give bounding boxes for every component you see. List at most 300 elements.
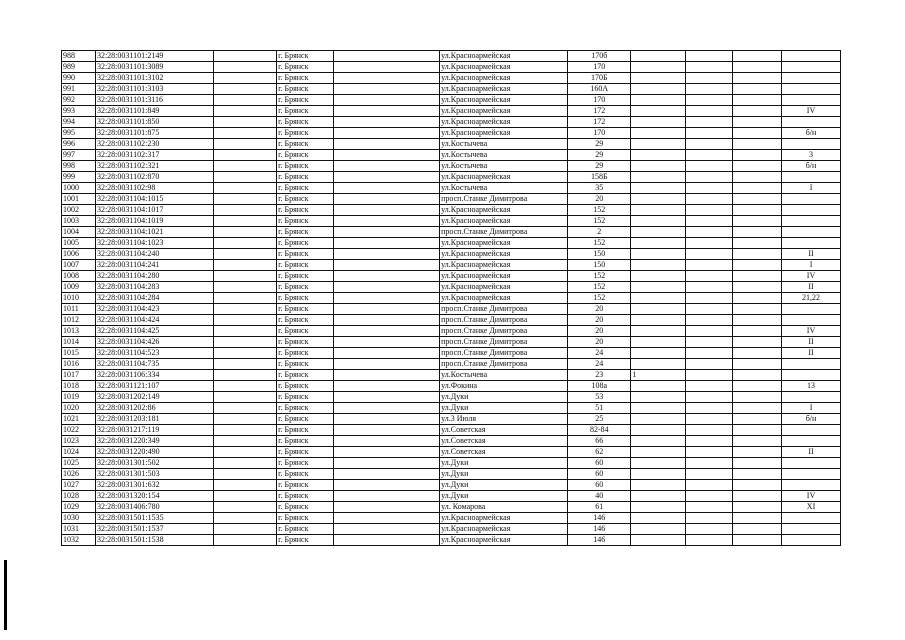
blank-col-3-cell: [213, 249, 276, 260]
street-cell: просп.Станке Димитрова: [440, 326, 568, 337]
blank-col-5-cell: [333, 315, 439, 326]
blank-col-9-cell: [685, 117, 733, 128]
blank-col-5-cell: [333, 161, 439, 172]
blank-col-5-cell: [333, 337, 439, 348]
property-registry-table: [61, 50, 841, 546]
blank-col-10-cell: [733, 447, 782, 458]
city-cell: г. Брянск: [277, 469, 334, 480]
blank-col-10-cell: [733, 425, 782, 436]
table-row: [62, 282, 841, 293]
blank-col-5-cell: [333, 359, 439, 370]
blank-col-9-cell: [685, 73, 733, 84]
premises-number-cell: [782, 524, 841, 535]
house-number-cell: 66: [568, 436, 631, 447]
blank-col-9-cell: [685, 359, 733, 370]
city-cell: г. Брянск: [277, 447, 334, 458]
house-number-cell: 152: [568, 205, 631, 216]
blank-col-10-cell: [733, 249, 782, 260]
blank-col-5-cell: [333, 139, 439, 150]
blank-col-3-cell: [213, 326, 276, 337]
city-cell: г. Брянск: [277, 425, 334, 436]
cadastral-number-cell: 32:28:0031101:3089: [95, 62, 213, 73]
blank-col-10-cell: [733, 161, 782, 172]
building-number-cell: [631, 392, 685, 403]
city-cell: г. Брянск: [277, 271, 334, 282]
building-number-cell: [631, 403, 685, 414]
city-cell: г. Брянск: [277, 194, 334, 205]
blank-col-9-cell: [685, 502, 733, 513]
row-number-cell: 995: [62, 128, 96, 139]
row-number-cell: 988: [62, 51, 96, 62]
building-number-cell: [631, 205, 685, 216]
table-row: [62, 238, 841, 249]
premises-number-cell: [782, 359, 841, 370]
blank-col-5-cell: [333, 524, 439, 535]
blank-col-9-cell: [685, 469, 733, 480]
blank-col-10-cell: [733, 128, 782, 139]
house-number-cell: 160А: [568, 84, 631, 95]
house-number-cell: 170: [568, 128, 631, 139]
house-number-cell: 29: [568, 150, 631, 161]
blank-col-3-cell: [213, 73, 276, 84]
blank-col-3-cell: [213, 348, 276, 359]
premises-number-cell: [782, 117, 841, 128]
street-cell: просп.Станке Димитрова: [440, 315, 568, 326]
city-cell: г. Брянск: [277, 73, 334, 84]
blank-col-5-cell: [333, 183, 439, 194]
blank-col-3-cell: [213, 502, 276, 513]
building-number-cell: [631, 249, 685, 260]
blank-col-9-cell: [685, 447, 733, 458]
blank-col-3-cell: [213, 95, 276, 106]
row-number-cell: 998: [62, 161, 96, 172]
blank-col-9-cell: [685, 106, 733, 117]
city-cell: г. Брянск: [277, 458, 334, 469]
table-row: [62, 502, 841, 513]
table-row: [62, 227, 841, 238]
building-number-cell: [631, 194, 685, 205]
blank-col-3-cell: [213, 161, 276, 172]
blank-col-3-cell: [213, 205, 276, 216]
blank-col-9-cell: [685, 348, 733, 359]
premises-number-cell: [782, 238, 841, 249]
premises-number-cell: II: [782, 282, 841, 293]
row-number-cell: 989: [62, 62, 96, 73]
street-cell: ул.Фокина: [440, 381, 568, 392]
house-number-cell: 172: [568, 117, 631, 128]
building-number-cell: [631, 414, 685, 425]
blank-col-5-cell: [333, 106, 439, 117]
building-number-cell: [631, 491, 685, 502]
city-cell: г. Брянск: [277, 348, 334, 359]
blank-col-9-cell: [685, 524, 733, 535]
scan-margin-mark: [4, 560, 7, 630]
street-cell: ул.3 Июля: [440, 414, 568, 425]
blank-col-10-cell: [733, 293, 782, 304]
table-row: [62, 117, 841, 128]
city-cell: г. Брянск: [277, 304, 334, 315]
blank-col-3-cell: [213, 172, 276, 183]
city-cell: г. Брянск: [277, 84, 334, 95]
table-row: [62, 348, 841, 359]
blank-col-9-cell: [685, 458, 733, 469]
blank-col-3-cell: [213, 491, 276, 502]
city-cell: г. Брянск: [277, 106, 334, 117]
blank-col-5-cell: [333, 447, 439, 458]
blank-col-3-cell: [213, 271, 276, 282]
blank-col-5-cell: [333, 513, 439, 524]
row-number-cell: 996: [62, 139, 96, 150]
building-number-cell: [631, 469, 685, 480]
building-number-cell: [631, 216, 685, 227]
cadastral-number-cell: 32:28:0031301:632: [95, 480, 213, 491]
house-number-cell: 172: [568, 106, 631, 117]
blank-col-3-cell: [213, 227, 276, 238]
blank-col-10-cell: [733, 282, 782, 293]
table-row: [62, 326, 841, 337]
house-number-cell: 170: [568, 62, 631, 73]
blank-col-9-cell: [685, 513, 733, 524]
cadastral-number-cell: 32:28:0031121:107: [95, 381, 213, 392]
street-cell: ул.Красноармейская: [440, 238, 568, 249]
house-number-cell: 20: [568, 194, 631, 205]
blank-col-3-cell: [213, 117, 276, 128]
street-cell: просп.Станке Димитрова: [440, 359, 568, 370]
street-cell: ул.Дуки: [440, 480, 568, 491]
blank-col-9-cell: [685, 205, 733, 216]
street-cell: ул.Дуки: [440, 403, 568, 414]
house-number-cell: 62: [568, 447, 631, 458]
premises-number-cell: б/н: [782, 128, 841, 139]
row-number-cell: 993: [62, 106, 96, 117]
blank-col-5-cell: [333, 458, 439, 469]
premises-number-cell: II: [782, 447, 841, 458]
city-cell: г. Брянск: [277, 535, 334, 546]
premises-number-cell: [782, 95, 841, 106]
blank-col-9-cell: [685, 95, 733, 106]
building-number-cell: [631, 73, 685, 84]
street-cell: ул.Красноармейская: [440, 128, 568, 139]
cadastral-number-cell: 32:28:0031301:502: [95, 458, 213, 469]
building-number-cell: [631, 304, 685, 315]
city-cell: г. Брянск: [277, 392, 334, 403]
row-number-cell: 1018: [62, 381, 96, 392]
premises-number-cell: [782, 194, 841, 205]
blank-col-9-cell: [685, 172, 733, 183]
cadastral-number-cell: 32:28:0031104:425: [95, 326, 213, 337]
row-number-cell: 1012: [62, 315, 96, 326]
blank-col-10-cell: [733, 205, 782, 216]
blank-col-10-cell: [733, 194, 782, 205]
blank-col-5-cell: [333, 282, 439, 293]
premises-number-cell: [782, 425, 841, 436]
table-row: [62, 425, 841, 436]
cadastral-number-cell: 32:28:0031320:154: [95, 491, 213, 502]
premises-number-cell: [782, 535, 841, 546]
house-number-cell: 20: [568, 304, 631, 315]
house-number-cell: 29: [568, 161, 631, 172]
street-cell: ул.Красноармейская: [440, 271, 568, 282]
house-number-cell: 61: [568, 502, 631, 513]
blank-col-5-cell: [333, 535, 439, 546]
cadastral-number-cell: 32:28:0031202:149: [95, 392, 213, 403]
blank-col-10-cell: [733, 227, 782, 238]
street-cell: ул.Красноармейская: [440, 95, 568, 106]
building-number-cell: [631, 425, 685, 436]
street-cell: просп.Станке Димитрова: [440, 348, 568, 359]
cadastral-number-cell: 32:28:0031501:1535: [95, 513, 213, 524]
building-number-cell: [631, 106, 685, 117]
blank-col-5-cell: [333, 326, 439, 337]
blank-col-5-cell: [333, 480, 439, 491]
table-row: [62, 95, 841, 106]
row-number-cell: 1000: [62, 183, 96, 194]
row-number-cell: 999: [62, 172, 96, 183]
house-number-cell: 51: [568, 403, 631, 414]
blank-col-10-cell: [733, 370, 782, 381]
blank-col-9-cell: [685, 271, 733, 282]
blank-col-9-cell: [685, 183, 733, 194]
blank-col-5-cell: [333, 414, 439, 425]
blank-col-3-cell: [213, 447, 276, 458]
blank-col-10-cell: [733, 491, 782, 502]
blank-col-10-cell: [733, 260, 782, 271]
building-number-cell: [631, 271, 685, 282]
premises-number-cell: [782, 62, 841, 73]
building-number-cell: 1: [631, 370, 685, 381]
blank-col-10-cell: [733, 216, 782, 227]
building-number-cell: [631, 260, 685, 271]
house-number-cell: 152: [568, 216, 631, 227]
blank-col-10-cell: [733, 139, 782, 150]
house-number-cell: 152: [568, 238, 631, 249]
table-row: [62, 293, 841, 304]
blank-col-3-cell: [213, 84, 276, 95]
blank-col-3-cell: [213, 337, 276, 348]
blank-col-3-cell: [213, 139, 276, 150]
cadastral-number-cell: 32:28:0031104:424: [95, 315, 213, 326]
cadastral-number-cell: 32:28:0031102:870: [95, 172, 213, 183]
house-number-cell: 20: [568, 337, 631, 348]
cadastral-number-cell: 32:28:0031104:241: [95, 260, 213, 271]
blank-col-10-cell: [733, 238, 782, 249]
table-row: [62, 304, 841, 315]
row-number-cell: 1028: [62, 491, 96, 502]
premises-number-cell: II: [782, 337, 841, 348]
blank-col-3-cell: [213, 51, 276, 62]
cadastral-number-cell: 32:28:0031101:3116: [95, 95, 213, 106]
blank-col-5-cell: [333, 238, 439, 249]
blank-col-3-cell: [213, 414, 276, 425]
blank-col-10-cell: [733, 315, 782, 326]
cadastral-number-cell: 32:28:0031102:317: [95, 150, 213, 161]
building-number-cell: [631, 150, 685, 161]
blank-col-10-cell: [733, 513, 782, 524]
building-number-cell: [631, 172, 685, 183]
blank-col-3-cell: [213, 458, 276, 469]
city-cell: г. Брянск: [277, 436, 334, 447]
blank-col-5-cell: [333, 436, 439, 447]
premises-number-cell: [782, 172, 841, 183]
premises-number-cell: 21,22: [782, 293, 841, 304]
cadastral-number-cell: 32:28:0031104:523: [95, 348, 213, 359]
house-number-cell: 150: [568, 249, 631, 260]
street-cell: ул. Комарова: [440, 502, 568, 513]
street-cell: ул.Красноармейская: [440, 73, 568, 84]
cadastral-number-cell: 32:28:0031104:1019: [95, 216, 213, 227]
cadastral-number-cell: 32:28:0031406:780: [95, 502, 213, 513]
house-number-cell: 40: [568, 491, 631, 502]
premises-number-cell: XI: [782, 502, 841, 513]
building-number-cell: [631, 436, 685, 447]
cadastral-number-cell: 32:28:0031104:240: [95, 249, 213, 260]
building-number-cell: [631, 282, 685, 293]
table-row: [62, 73, 841, 84]
blank-col-5-cell: [333, 249, 439, 260]
street-cell: ул.Красноармейская: [440, 106, 568, 117]
blank-col-10-cell: [733, 381, 782, 392]
row-number-cell: 1016: [62, 359, 96, 370]
building-number-cell: [631, 381, 685, 392]
city-cell: г. Брянск: [277, 260, 334, 271]
blank-col-9-cell: [685, 304, 733, 315]
street-cell: просп.Станке Димитрова: [440, 227, 568, 238]
row-number-cell: 990: [62, 73, 96, 84]
blank-col-5-cell: [333, 502, 439, 513]
street-cell: ул.Костычева: [440, 161, 568, 172]
cadastral-number-cell: 32:28:0031104:1017: [95, 205, 213, 216]
table-row: [62, 535, 841, 546]
premises-number-cell: [782, 51, 841, 62]
blank-col-9-cell: [685, 436, 733, 447]
blank-col-5-cell: [333, 95, 439, 106]
blank-col-10-cell: [733, 95, 782, 106]
blank-col-10-cell: [733, 524, 782, 535]
row-number-cell: 1007: [62, 260, 96, 271]
city-cell: г. Брянск: [277, 293, 334, 304]
blank-col-5-cell: [333, 370, 439, 381]
blank-col-5-cell: [333, 271, 439, 282]
row-number-cell: 1026: [62, 469, 96, 480]
building-number-cell: [631, 502, 685, 513]
blank-col-3-cell: [213, 403, 276, 414]
table-row: [62, 161, 841, 172]
blank-col-3-cell: [213, 524, 276, 535]
premises-number-cell: [782, 315, 841, 326]
table-row: [62, 480, 841, 491]
street-cell: ул.Красноармейская: [440, 535, 568, 546]
house-number-cell: 60: [568, 469, 631, 480]
city-cell: г. Брянск: [277, 205, 334, 216]
cadastral-number-cell: 32:28:0031104:284: [95, 293, 213, 304]
city-cell: г. Брянск: [277, 183, 334, 194]
street-cell: ул.Красноармейская: [440, 205, 568, 216]
building-number-cell: [631, 524, 685, 535]
cadastral-number-cell: 32:28:0031101:850: [95, 117, 213, 128]
building-number-cell: [631, 227, 685, 238]
row-number-cell: 1013: [62, 326, 96, 337]
city-cell: г. Брянск: [277, 128, 334, 139]
row-number-cell: 1011: [62, 304, 96, 315]
building-number-cell: [631, 326, 685, 337]
city-cell: г. Брянск: [277, 216, 334, 227]
table-row: [62, 381, 841, 392]
blank-col-5-cell: [333, 403, 439, 414]
cadastral-number-cell: 32:28:0031101:849: [95, 106, 213, 117]
city-cell: г. Брянск: [277, 502, 334, 513]
cadastral-number-cell: 32:28:0031501:1537: [95, 524, 213, 535]
city-cell: г. Брянск: [277, 315, 334, 326]
cadastral-number-cell: 32:28:0031104:280: [95, 271, 213, 282]
blank-col-5-cell: [333, 172, 439, 183]
table-row: [62, 271, 841, 282]
street-cell: ул.Костычева: [440, 370, 568, 381]
house-number-cell: 60: [568, 458, 631, 469]
street-cell: ул.Советская: [440, 425, 568, 436]
table-row: [62, 315, 841, 326]
row-number-cell: 997: [62, 150, 96, 161]
table-row: [62, 128, 841, 139]
blank-col-3-cell: [213, 436, 276, 447]
premises-number-cell: I: [782, 183, 841, 194]
street-cell: просп.Станке Димитрова: [440, 304, 568, 315]
table-row: [62, 260, 841, 271]
table-row: [62, 106, 841, 117]
blank-col-10-cell: [733, 469, 782, 480]
street-cell: ул.Костычева: [440, 150, 568, 161]
house-number-cell: 2: [568, 227, 631, 238]
blank-col-3-cell: [213, 304, 276, 315]
blank-col-3-cell: [213, 216, 276, 227]
house-number-cell: 170: [568, 95, 631, 106]
cadastral-number-cell: 32:28:0031501:1538: [95, 535, 213, 546]
row-number-cell: 1008: [62, 271, 96, 282]
row-number-cell: 1015: [62, 348, 96, 359]
blank-col-5-cell: [333, 381, 439, 392]
cadastral-number-cell: 32:28:0031102:321: [95, 161, 213, 172]
blank-col-3-cell: [213, 381, 276, 392]
table-row: [62, 414, 841, 425]
building-number-cell: [631, 183, 685, 194]
blank-col-10-cell: [733, 414, 782, 425]
blank-col-5-cell: [333, 304, 439, 315]
street-cell: ул.Красноармейская: [440, 51, 568, 62]
blank-col-9-cell: [685, 535, 733, 546]
street-cell: ул.Красноармейская: [440, 282, 568, 293]
blank-col-10-cell: [733, 183, 782, 194]
row-number-cell: 1009: [62, 282, 96, 293]
premises-number-cell: [782, 73, 841, 84]
cadastral-number-cell: 32:28:0031101:3102: [95, 73, 213, 84]
row-number-cell: 1004: [62, 227, 96, 238]
building-number-cell: [631, 447, 685, 458]
street-cell: ул.Красноармейская: [440, 513, 568, 524]
cadastral-number-cell: 32:28:0031104:1021: [95, 227, 213, 238]
city-cell: г. Брянск: [277, 381, 334, 392]
cadastral-number-cell: 32:28:0031102:230: [95, 139, 213, 150]
row-number-cell: 1010: [62, 293, 96, 304]
row-number-cell: 1027: [62, 480, 96, 491]
premises-number-cell: [782, 227, 841, 238]
cadastral-number-cell: 32:28:0031104:735: [95, 359, 213, 370]
blank-col-10-cell: [733, 150, 782, 161]
blank-col-5-cell: [333, 216, 439, 227]
premises-number-cell: [782, 392, 841, 403]
blank-col-9-cell: [685, 249, 733, 260]
street-cell: ул.Дуки: [440, 392, 568, 403]
house-number-cell: 152: [568, 271, 631, 282]
city-cell: г. Брянск: [277, 337, 334, 348]
